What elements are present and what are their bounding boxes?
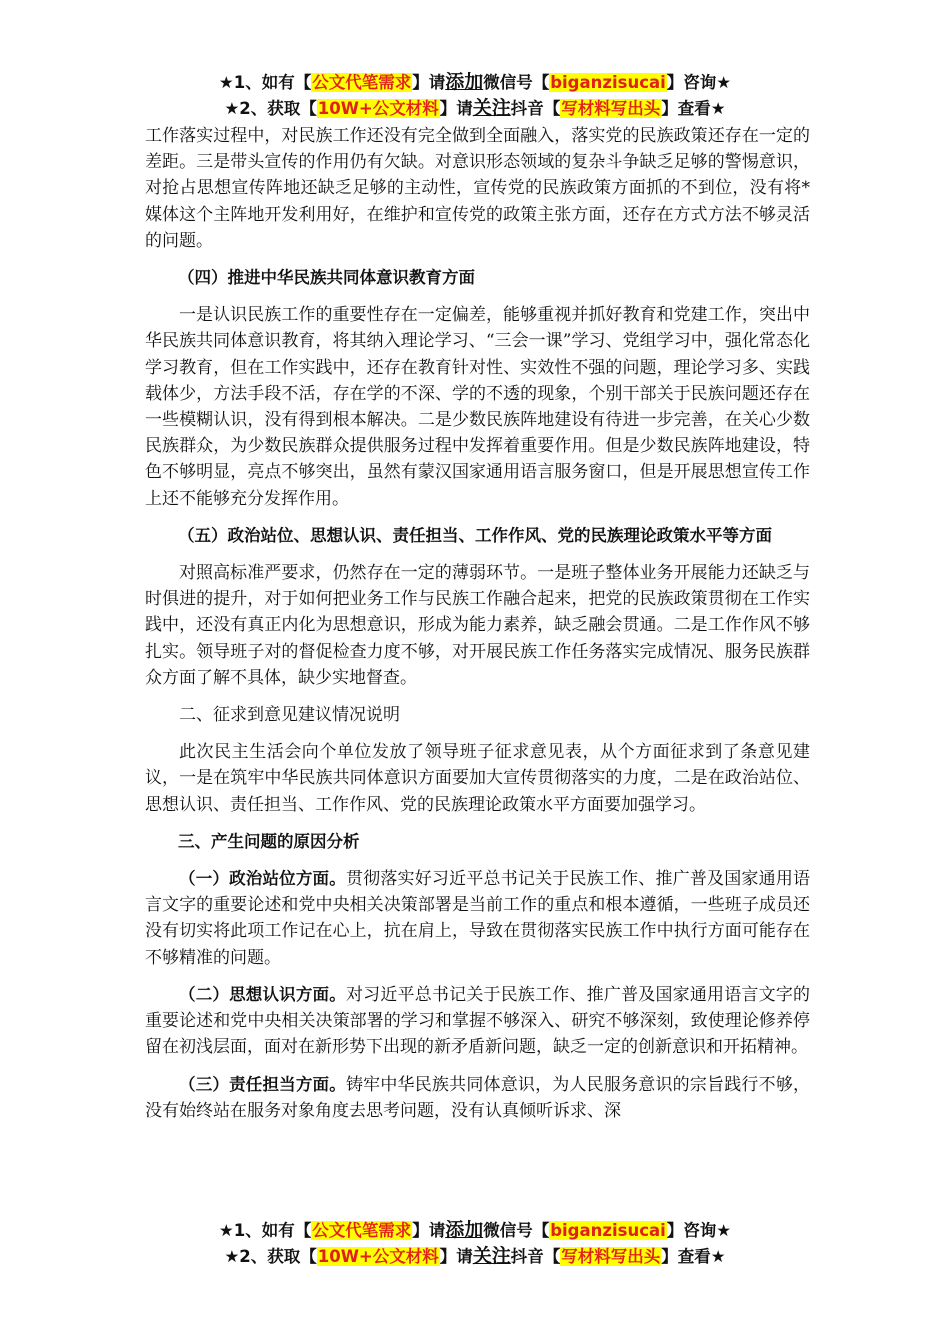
section-heading: （五）政治站位、思想认识、责任担当、工作作风、党的民族理论政策水平等方面	[178, 525, 772, 545]
promo-banner-line1-top: ★1、如有【公文代笔需求】请添加微信号【biganzisucai】咨询★	[218, 71, 732, 93]
promo-highlight: 写材料写出头	[561, 99, 661, 118]
document-body	[145, 123, 810, 1135]
paragraph: 一是认识民族工作的重要性存在一定偏差，能够重视并抓好教育和党建工作，突出中华民族共同体意识教育，将其纳入理论学习、“三会一课”学习、党组学习中，强化常态化学习教育，但在工作实践中，还存在教育针对性、实效性不强的问题，理论学习多、实践载体少，方法手段不活，存在学的不深、学的不透的现象，个别干部关于民族问题还存在一些模糊认识，没有得到根本解决。二是少数民族阵地建设有待进一步完善，在关心少数民族群众，为少数民族群众提供服务过程中发挥着重要作用。但是少数民族阵地建设，特色不够明显，亮点不够突出，虽然有蒙汉国家通用语言服务窗口，但是开展思想宣传工作上还不能够充分发挥作用。	[145, 305, 810, 509]
promo-highlight: biganzisucai	[550, 73, 666, 92]
promo-banner-line2-top: ★2、获取【10W+公文材料】请关注抖音【写材料写出头】查看★	[224, 97, 726, 119]
paragraph-lead: （二）思想认识方面。	[179, 984, 346, 1004]
paragraph: 此次民主生活会向个单位发放了领导班子征求意见表，从个方面征求到了条意见建议，一是在筑牢中华民族共同体意识方面要加大宣传贯彻落实的力度，二是在政治站位、思想认识、责任担当、工作作风、党的民族理论政策水平方面要加强学习。	[145, 742, 810, 815]
paragraph-lead: （一）政治站位方面。	[179, 869, 346, 889]
section-title: 二、征求到意见建议情况说明	[179, 705, 400, 726]
promo-highlight: biganzisucai	[550, 1221, 666, 1240]
promo-highlight: 写材料写出头	[561, 1247, 661, 1266]
section-heading: （四）推进中华民族共同体意识教育方面	[178, 268, 475, 288]
paragraph: （三）责任担当方面。铸牢中华民族共同体意识，为人民服务意识的宗旨践行不够，没有始终站在服务对象角度去思考问题，没有认真倾听诉求、深	[145, 1074, 811, 1121]
promo-banner-line1-bottom: ★1、如有【公文代笔需求】请添加微信号【biganzisucai】咨询★	[218, 1219, 732, 1241]
promo-highlight: 10W+公文材料	[317, 99, 439, 118]
promo-highlight: 公文代笔需求	[312, 73, 412, 92]
promo-highlight: 10W+公文材料	[317, 1247, 439, 1266]
promo-highlight: 公文代笔需求	[312, 1221, 412, 1240]
section-title: 三、产生问题的原因分析	[178, 831, 360, 851]
promo-banner-line2-bottom: ★2、获取【10W+公文材料】请关注抖音【写材料写出头】查看★	[224, 1245, 726, 1267]
paragraph-lead: （三）责任担当方面。	[179, 1074, 346, 1094]
paragraph: 工作落实过程中，对民族工作还没有完全做到全面融入，落实党的民族政策还存在一定的差距。三是带头宣传的作用仍有欠缺。对意识形态领域的复杂斗争缺乏足够的警惕意识，对抢占思想宣传阵地还缺乏足够的主动性，宣传党的民族政策方面抓的不到位，没有将*媒体这个主阵地开发利用好，在维护和宣传党的政策主张方面，还存在方式方法不够灵活的问题。	[145, 126, 810, 251]
paragraph: 对照高标准严要求，仍然存在一定的薄弱环节。一是班子整体业务开展能力还缺乏与时俱进的提升，对于如何把业务工作与民族工作融合起来，把党的民族政策贯彻在工作实践中，还没有真正内化为思想意识，形成为能力素养，缺乏融会贯通。二是工作作风不够扎实。领导班子对的督促检查力度不够，对开展民族工作任务落实完成情况、服务民族群众方面了解不具体，缺少实地督查。	[145, 563, 810, 688]
paragraph: （二）思想认识方面。对习近平总书记关于民族工作、推广普及国家通用语言文字的重要论述和党中央相关决策部署的学习和掌握不够深入、研究不够深刻，致使理论修养停留在初浅层面，面对在新形势下出现的新矛盾新问题，缺乏一定的创新意识和开拓精神。	[145, 984, 811, 1058]
paragraph: （一）政治站位方面。贯彻落实好习近平总书记关于民族工作、推广普及国家通用语言文字的重要论述和党中央相关决策部署是当前工作的重点和根本遵循，一些班子成员还没有切实将此项工作记在心上，抗在肩上，导致在贯彻落实民族工作中执行方面可能存在不够精准的问题。	[145, 869, 811, 968]
